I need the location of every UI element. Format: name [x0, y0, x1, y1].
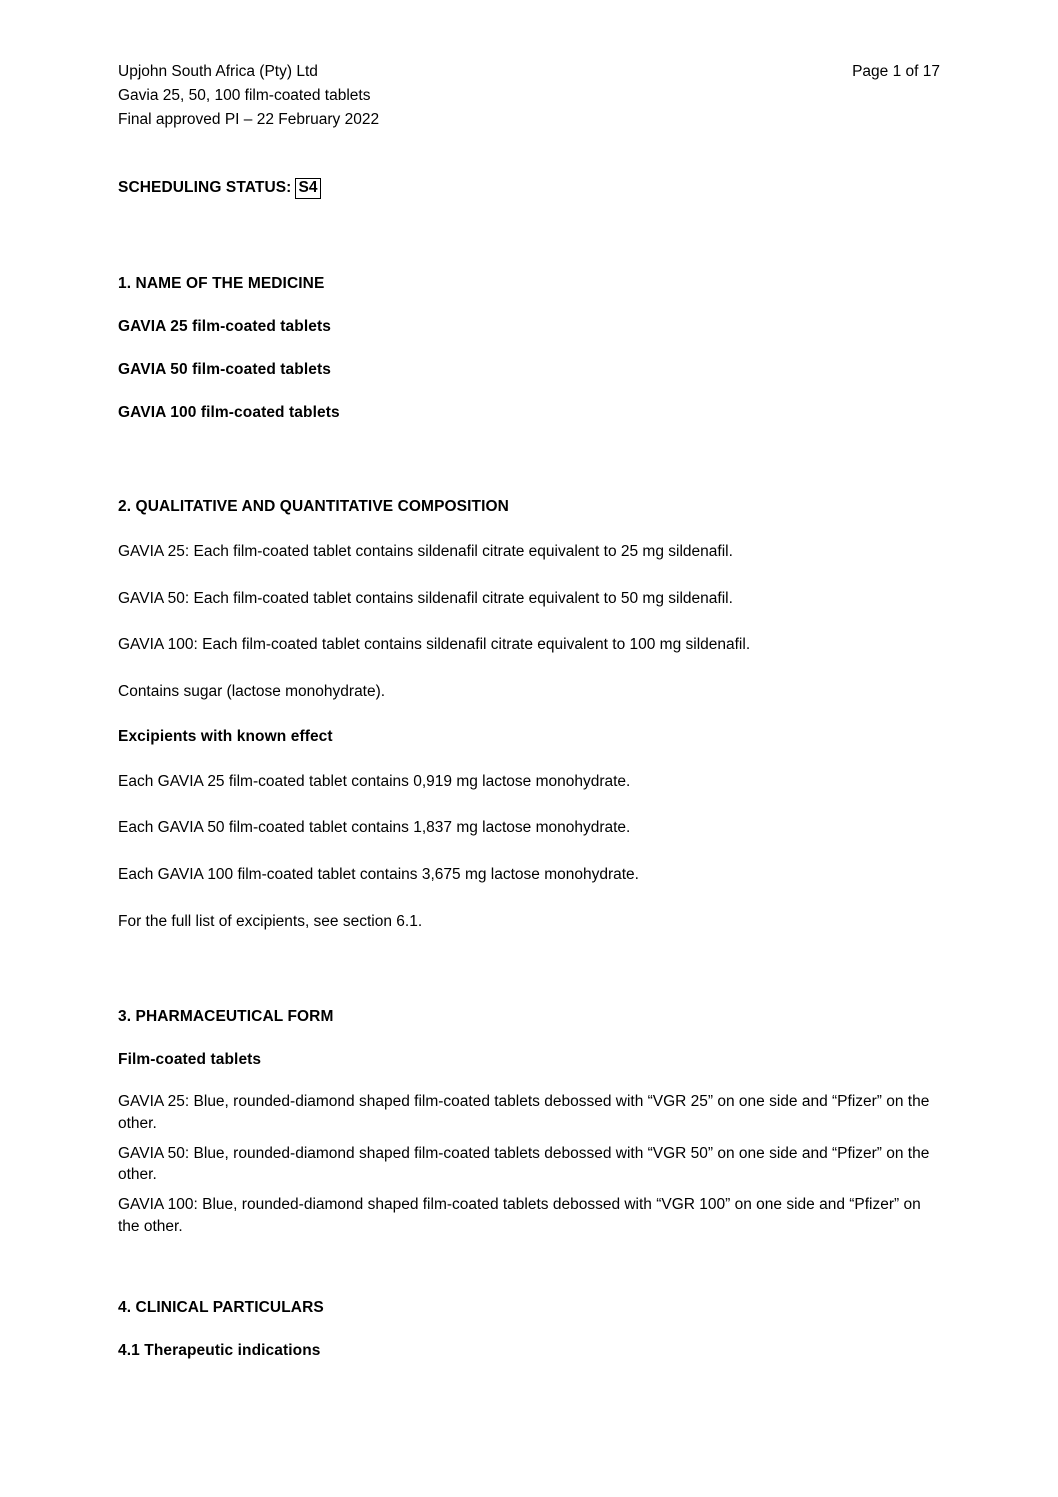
composition-contains-sugar: Contains sugar (lactose monohydrate).	[118, 682, 386, 700]
scheduling-status-value: S4	[295, 178, 320, 199]
subsection-heading-therapeutic-indications: 4.1 Therapeutic indications	[118, 1342, 321, 1360]
header-page-number: Page 1 of 17	[852, 63, 940, 80]
medicine-name-25: GAVIA 25 film-coated tablets	[118, 317, 331, 335]
page-header	[118, 60, 940, 132]
header-version: Final approved PI – 22 February 2022	[118, 111, 380, 129]
header-left-block	[118, 60, 379, 132]
section-heading-composition: 2. QUALITATIVE AND QUANTITATIVE COMPOSITION	[118, 497, 509, 515]
pharmaceutical-form-subheading: Film-coated tablets	[118, 1051, 262, 1069]
excipients-reference: For the full list of excipients, see section 6.1.	[118, 912, 423, 930]
scheduling-status-label: SCHEDULING STATUS:	[118, 179, 292, 197]
excipient-line-25: Each GAVIA 25 film-coated tablet contains 0,919 mg lactose monohydrate.	[118, 772, 631, 790]
excipient-line-50: Each GAVIA 50 film-coated tablet contains 1,837 mg lactose monohydrate.	[118, 819, 631, 837]
section-heading-name-of-medicine: 1. NAME OF THE MEDICINE	[118, 274, 325, 292]
scheduling-status	[118, 178, 940, 199]
section-heading-pharmaceutical-form: 3. PHARMACEUTICAL FORM	[118, 1008, 334, 1026]
medicine-name-100: GAVIA 100 film-coated tablets	[118, 403, 340, 421]
section-heading-clinical-particulars: 4. CLINICAL PARTICULARS	[118, 1299, 324, 1317]
header-company: Upjohn South Africa (Pty) Ltd	[118, 63, 318, 80]
excipient-line-100: Each GAVIA 100 film-coated tablet contains 3,675 mg lactose monohydrate.	[118, 865, 639, 883]
composition-paragraph-100: GAVIA 100: Each film-coated tablet contains sildenafil citrate equivalent to 100 mg sildenafil.	[118, 636, 751, 654]
medicine-name-50: GAVIA 50 film-coated tablets	[118, 360, 331, 378]
pharmaceutical-form-paragraph-25: GAVIA 25: Blue, rounded-diamond shaped film-coated tablets debossed with “VGR 25” on one side and “Pfizer” on the other.	[118, 1093, 930, 1133]
header-product: Gavia 25, 50, 100 film-coated tablets	[118, 87, 371, 105]
excipients-heading: Excipients with known effect	[118, 727, 333, 745]
pharmaceutical-form-paragraph-50: GAVIA 50: Blue, rounded-diamond shaped film-coated tablets debossed with “VGR 50” on one side and “Pfizer” on the other.	[118, 1144, 930, 1184]
composition-paragraph-50: GAVIA 50: Each film-coated tablet contains sildenafil citrate equivalent to 50 mg sildenafil.	[118, 589, 733, 607]
pharmaceutical-form-paragraph-100: GAVIA 100: Blue, rounded-diamond shaped film-coated tablets debossed with “VGR 100” on one side and “Pfizer” on the other.	[118, 1196, 921, 1235]
composition-paragraph-25: GAVIA 25: Each film-coated tablet contains sildenafil citrate equivalent to 25 mg sildenafil.	[118, 542, 733, 560]
